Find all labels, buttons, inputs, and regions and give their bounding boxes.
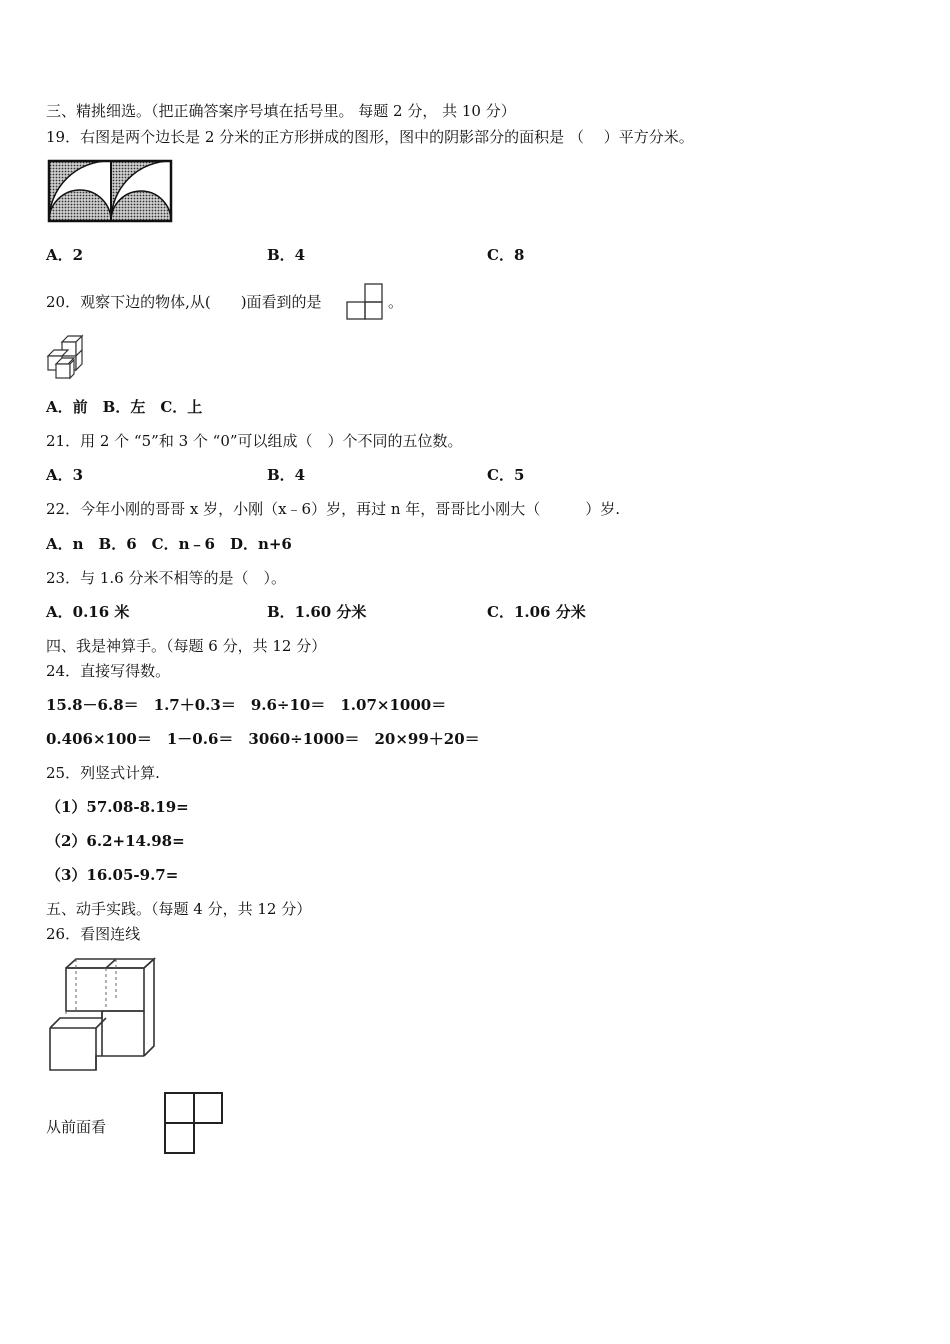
q20-options: A．前 B．左 C．上 (46, 398, 203, 416)
q26-3d-blocks-figure (44, 956, 158, 1074)
q19-option-a: A．2 (46, 246, 84, 264)
q22-options: A．n B．6 C．n﹣6 D．n+6 (46, 535, 292, 553)
q19-figure-two-squares (46, 158, 174, 224)
question-22-stem: 22．今年小刚的哥哥 x 岁，小刚（x﹣6）岁，再过 n 年，哥哥比小刚大（ ）岁. (46, 500, 621, 518)
section-4-title: 四、我是神算手。（每题 6 分，共 12 分） (46, 637, 327, 655)
q23-option-a: A．0.16 米 (46, 603, 130, 621)
q23-option-b: B．1.60 分米 (267, 603, 367, 621)
q23-option-c: C．1.06 分米 (487, 603, 586, 621)
q25-item-1: （1）57.08-8.19= (46, 798, 189, 816)
question-21-stem: 21．用 2 个 “5”和 3 个 “0”可以组成（ ）个不同的五位数。 (46, 432, 463, 450)
q26-view-label: 从前面看 (46, 1118, 107, 1136)
q21-option-b: B．4 (267, 466, 306, 484)
q26-front-view-figure (162, 1089, 226, 1157)
q25-item-3: （3）16.05-9.7= (46, 866, 179, 884)
question-20-stem: 20．观察下边的物体,从( )面看到的是 (46, 293, 322, 311)
q19-option-b: B．4 (267, 246, 306, 264)
section-3-title: 三、精挑细选。（把正确答案序号填在括号里。 每题 2 分， 共 10 分） (46, 102, 516, 120)
question-19-stem: 19．右图是两个边长是 2 分米的正方形拼成的图形，图中的阴影部分的面积是 （ ）平方分米。 (46, 128, 694, 146)
q24-row-1: 15.8－6.8＝ 1.7＋0.3＝ 9.6÷10＝ 1.07×1000＝ (46, 696, 447, 714)
q21-option-a: A．3 (46, 466, 84, 484)
section-5-title: 五、动手实践。（每题 4 分，共 12 分） (46, 900, 312, 918)
question-26-stem: 26．看图连线 (46, 925, 141, 943)
question-24-stem: 24．直接写得数。 (46, 662, 171, 680)
q19-option-c: C．8 (487, 246, 525, 264)
q20-cubes-figure (44, 334, 86, 382)
question-20-stem-end: 。 (388, 293, 404, 311)
question-25-stem: 25．列竖式计算. (46, 764, 160, 782)
q24-row-2: 0.406×100＝ 1－0.6＝ 3060÷1000＝ 20×99＋20＝ (46, 730, 480, 748)
question-23-stem: 23．与 1.6 分米不相等的是（ ）。 (46, 569, 286, 587)
q20-view-figure (346, 283, 384, 321)
q21-option-c: C．5 (487, 466, 525, 484)
q25-item-2: （2）6.2+14.98= (46, 832, 185, 850)
